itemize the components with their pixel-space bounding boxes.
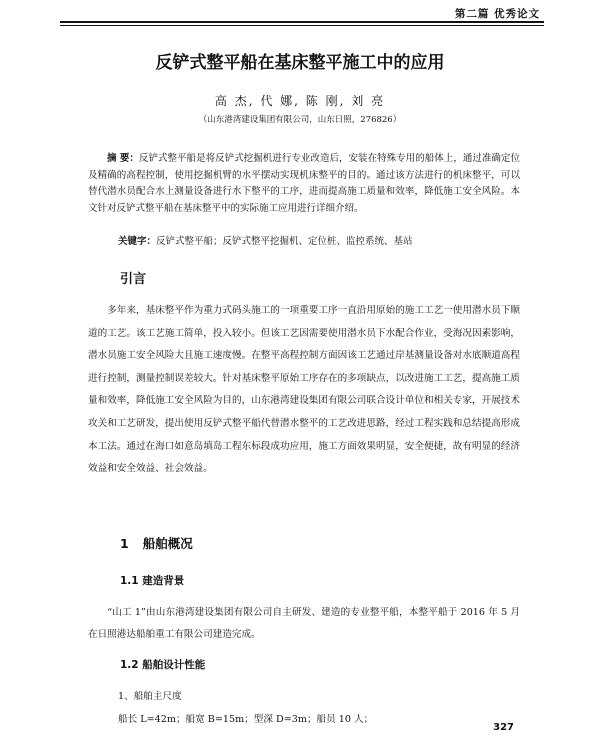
abstract-label: 摘 要： bbox=[107, 153, 139, 164]
keywords-text: 反铲式整平船；反铲式整平挖掘机、定位桩、监控系统、基站 bbox=[156, 236, 413, 247]
list-item-dimensions: 1、船舶主尺度 bbox=[118, 691, 182, 702]
intro-heading: 引言 bbox=[120, 272, 147, 287]
running-header bbox=[0, 6, 600, 22]
subsection-1-1-paragraph: “山工 1”由山东港湾建设集团有限公司自主研发、建造的专业整平船，本整平船于 2016 年 5 月在日照港达船舶重工有限公司建造完成。 bbox=[88, 607, 520, 640]
page-number: 327 bbox=[493, 722, 514, 733]
subsection-1-1-heading: 1.1 建造背景 bbox=[120, 575, 185, 587]
section-1-heading bbox=[120, 534, 193, 552]
abstract-text: 反铲式整平船是将反铲式挖掘机进行专业改造后，安装在特殊专用的船体上，通过准确定位及精确的高程控制，使用挖掘机臂的水平摆动实现机床整平的目的。通过该方法进行的机床整平，可以替代潜水员配合水上测量设备进行水下整平的工序，进而提高施工质量和效率，降低施工安全风险。本文针对反铲式整平船在基床整平中的实际施工应用进行详细介绍。 bbox=[88, 153, 520, 214]
section-1-title: 船舶概况 bbox=[142, 536, 193, 551]
intro-paragraph: 多年来，基床整平作为重力式码头施工的一项重要工序一直沿用原始的施工工艺一使用潜水员下顺道的工艺。该工艺施工简单，投入较小。但该工艺因需要使用潜水员下水配合作业，受海况因素影响，潜水员施工安全风险大且施工速度慢。在整平高程控制方面因该工艺通过岸基测量设备对水底顺道高程进行控制，测量控制误差较大。针对基床整平原始工序存在的多项缺点，以改进施工工艺，提高施工质量和效率，降低施工安全风险为目的，山东港湾建设集团有限公司联合设计单位和相关专家，开展技术攻关和工艺研发，提出使用反铲式整平船代替潜水整平的工艺改进思路，经过工程实践和总结提高形成本工法。通过在海口如意岛填岛工程东标段成功应用，施工方面效果明显，安全便捷，故有明显的经济效益和安全效益、社会效益。 bbox=[88, 305, 520, 475]
affiliation: （山东港湾建设集团有限公司，山东日照，276826） bbox=[198, 115, 402, 125]
header-rule-thick bbox=[60, 21, 544, 23]
keywords bbox=[118, 233, 518, 247]
header-rule-thin bbox=[60, 25, 544, 26]
paper-title: 反铲式整平船在基床整平施工中的应用 bbox=[155, 53, 445, 73]
keywords-label: 关键字： bbox=[118, 236, 157, 247]
authors: 高 杰, 代 娜, 陈 刚, 刘 亮 bbox=[214, 94, 386, 108]
abstract bbox=[88, 151, 520, 217]
subsection-1-2-heading: 1.2 船舶设计性能 bbox=[120, 659, 206, 671]
header-label: 第二篇 优秀论文 bbox=[454, 8, 540, 20]
section-1-number: 1 bbox=[120, 536, 129, 551]
ship-dimensions: 船长 L=42m；船宽 B=15m；型深 D=3m；船员 10 人； bbox=[118, 714, 374, 725]
